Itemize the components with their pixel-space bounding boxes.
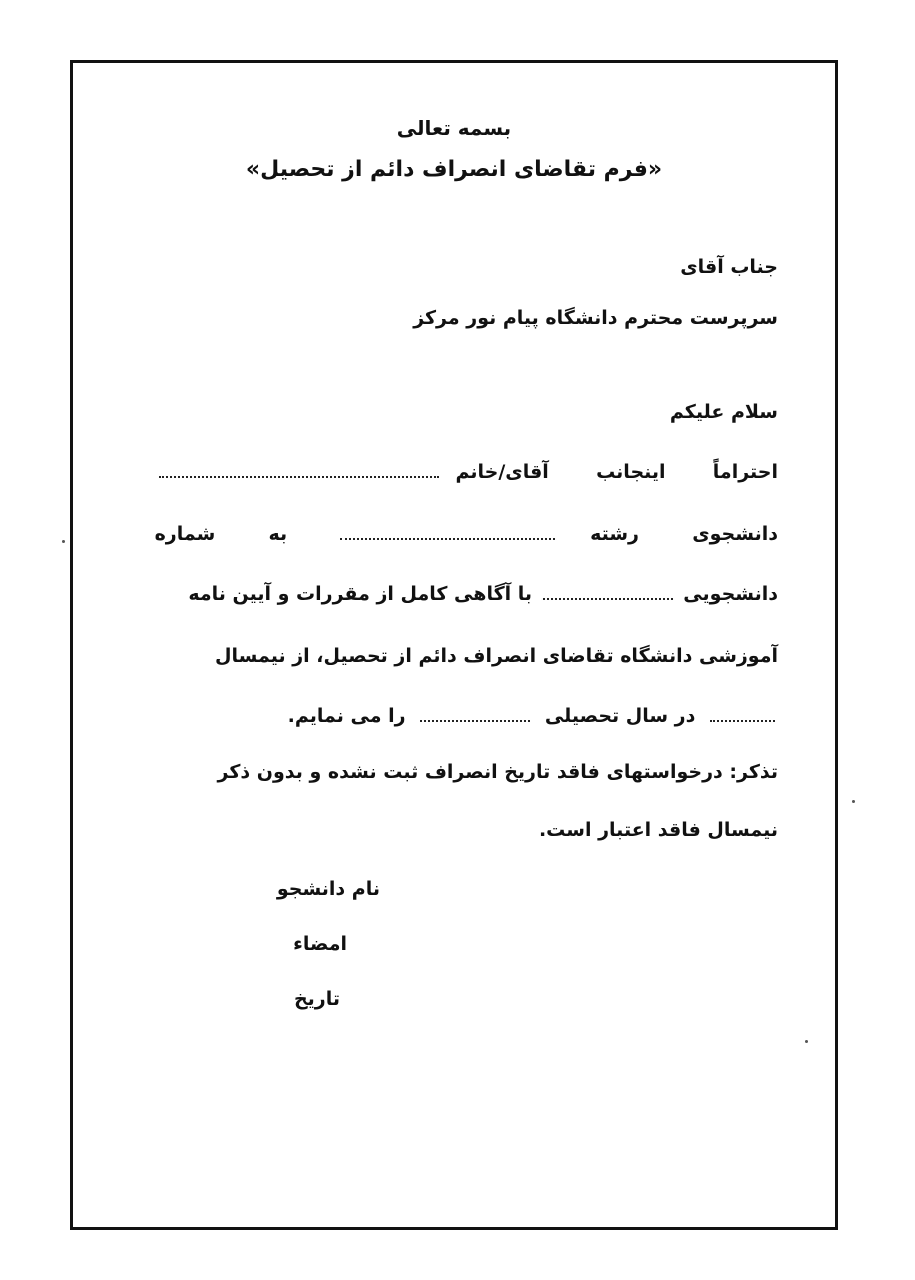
body-line-4: آموزشی دانشگاه تقاضای انصراف دائم از تحصیل، از نیمسال bbox=[215, 645, 778, 667]
semester-blank[interactable] bbox=[710, 706, 775, 722]
student-id-word: دانشجویی bbox=[683, 583, 778, 605]
student-id-blank[interactable] bbox=[543, 584, 673, 600]
signature-label: امضاء bbox=[293, 933, 347, 955]
respect-word: احتراماً bbox=[712, 461, 778, 483]
mr-mrs-word: آقای/خانم bbox=[455, 461, 549, 483]
greeting: سلام علیکم bbox=[669, 401, 778, 423]
scan-speck bbox=[852, 800, 855, 803]
major-word: رشته bbox=[590, 523, 639, 545]
date-label: تاریخ bbox=[293, 988, 340, 1010]
scan-speck bbox=[62, 540, 65, 543]
body-line-2 bbox=[138, 522, 778, 546]
year-blank[interactable] bbox=[420, 706, 530, 722]
body-line-5 bbox=[155, 704, 775, 728]
scan-speck bbox=[805, 1040, 808, 1043]
form-title: «فرم تقاضای انصراف دائم از تحصیل» bbox=[245, 157, 663, 182]
body-line-3 bbox=[138, 582, 778, 606]
student-of-word: دانشجوی bbox=[692, 523, 778, 545]
number-word: شماره bbox=[154, 523, 216, 545]
addressee-line-2: سرپرست محترم دانشگاه پیام نور مرکز bbox=[413, 307, 778, 329]
request-text: را می نمایم. bbox=[287, 705, 406, 727]
body-line-1 bbox=[138, 460, 778, 484]
major-blank[interactable] bbox=[340, 524, 555, 540]
name-blank[interactable] bbox=[159, 462, 439, 478]
undersigned-word: اینجانب bbox=[596, 461, 666, 483]
awareness-text: با آگاهی کامل از مقررات و آیین نامه bbox=[188, 583, 533, 605]
note-line-2: نیمسال فاقد اعتبار است. bbox=[538, 819, 778, 841]
with-word: به bbox=[268, 523, 288, 545]
note-line-1: تذکر: درخواستهای فاقد تاریخ انصراف ثبت نشده و بدون ذکر bbox=[217, 761, 778, 783]
student-name-label: نام دانشجو bbox=[276, 878, 380, 900]
basmala: بسمه تعالی bbox=[396, 116, 512, 140]
academic-year-text: در سال تحصیلی bbox=[544, 705, 696, 727]
addressee-line-1: جناب آقای bbox=[680, 256, 778, 278]
